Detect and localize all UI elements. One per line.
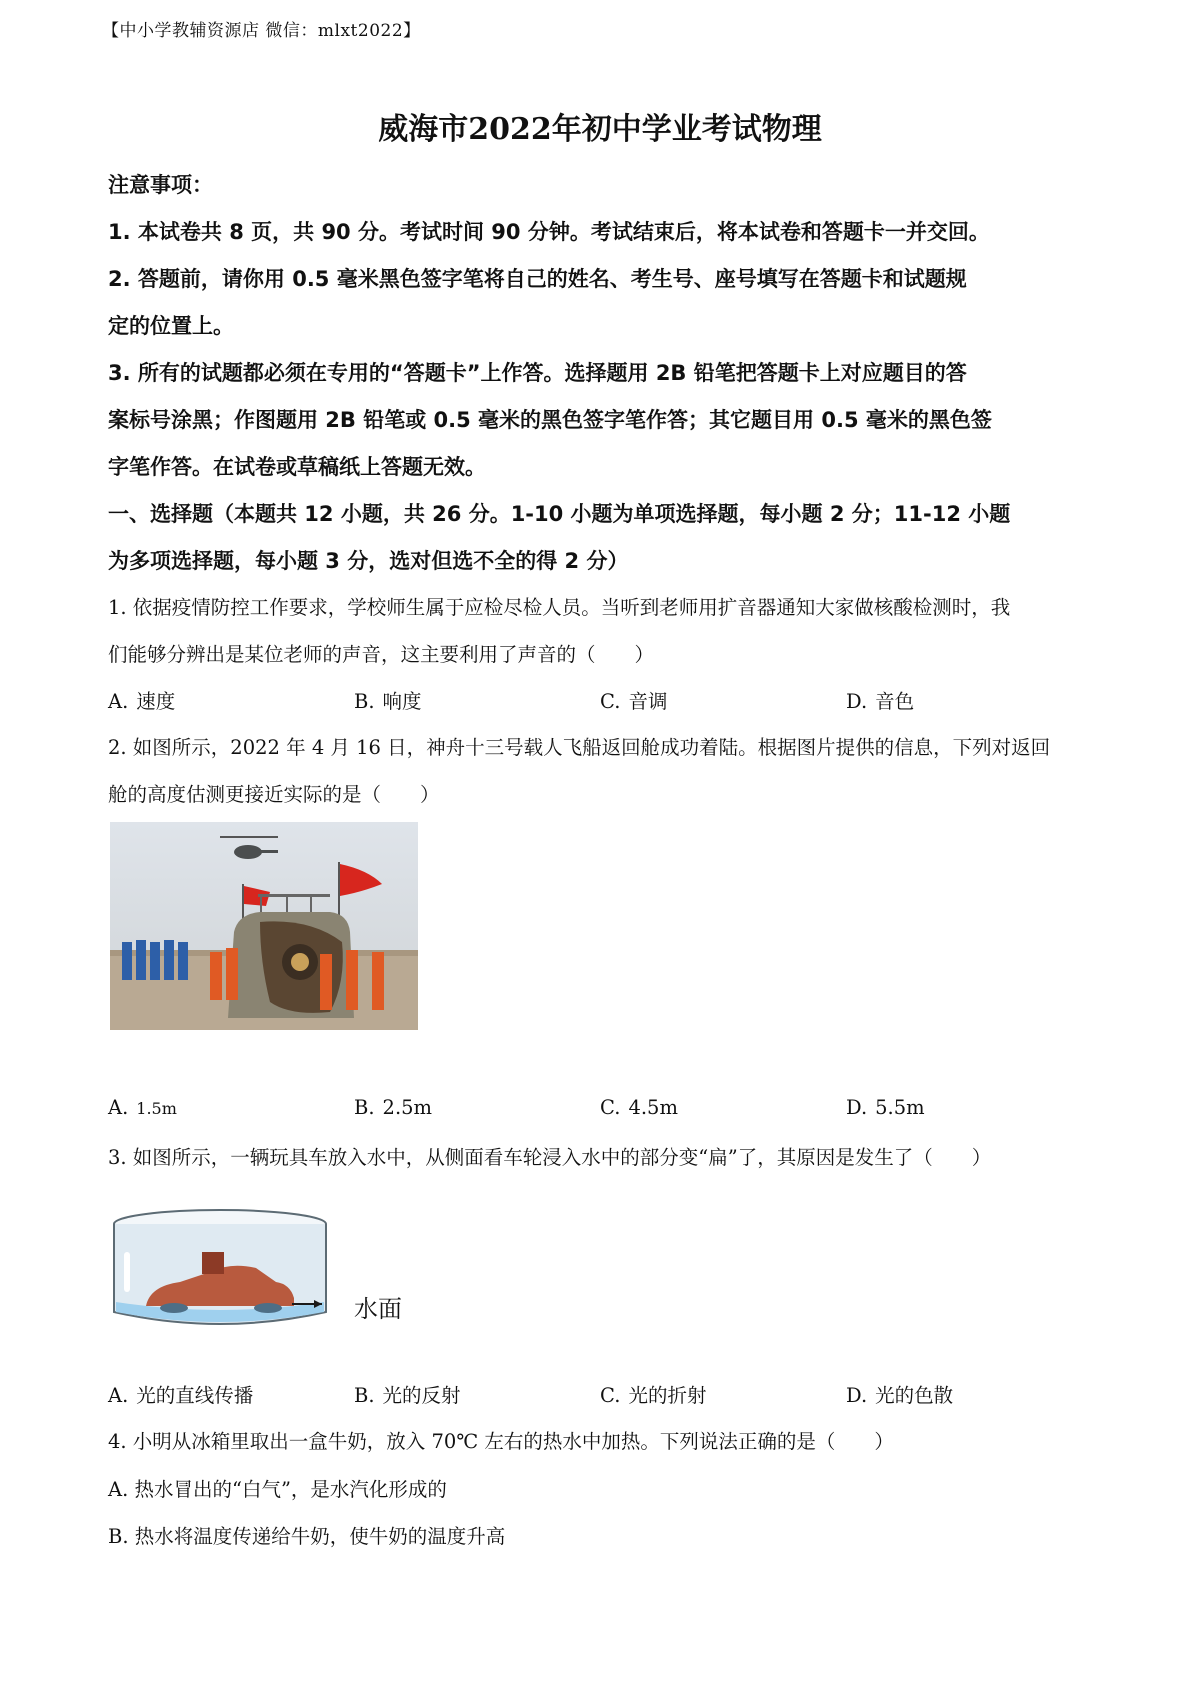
question-3-options xyxy=(108,1380,1108,1412)
instructions-heading: 注意事项： xyxy=(108,173,213,197)
instruction-line: 定的位置上。 xyxy=(108,314,234,338)
instruction-line: 案标号涂黑；作图题用 2B 铅笔或 0.5 毫米的黑色签字笔作答；其它题目用 0.5 毫米的黑色签 xyxy=(108,408,992,432)
instructions xyxy=(108,162,1108,585)
option-a: A. 速度 xyxy=(108,690,176,713)
page-title: 威海市2022年初中学业考试物理 xyxy=(378,112,822,147)
option-c: C. 光的折射 xyxy=(600,1384,707,1407)
question-line: 3. 如图所示，一辆玩具车放入水中，从侧面看车轮浸入水中的部分变“扁”了，其原因是发生了（ ） xyxy=(108,1146,992,1169)
option-b: B. 热水将温度传递给牛奶，使牛奶的温度升高 xyxy=(108,1525,506,1548)
header-note: 【中小学教辅资源店 微信：mlxt2022】 xyxy=(102,21,421,41)
question-2-options xyxy=(108,1096,1108,1128)
option-d: D. 5.5m xyxy=(846,1096,925,1119)
question-line: 4. 小明从冰箱里取出一盒牛奶，放入 70℃ 左右的热水中加热。下列说法正确的是（ ） xyxy=(108,1430,894,1453)
section-heading: 为多项选择题，每小题 3 分，选对但选不全的得 2 分） xyxy=(108,549,629,573)
question-4-stem xyxy=(108,1418,1108,1465)
instruction-line: 3. 所有的试题都必须在专用的“答题卡”上作答。选择题用 2B 铅笔把答题卡上对应题目的答 xyxy=(108,361,967,385)
question-line: 舱的高度估测更接近实际的是（ ） xyxy=(108,783,440,806)
option-b: B. 光的反射 xyxy=(354,1384,461,1407)
question-2-stem xyxy=(108,724,1108,818)
instruction-line: 2. 答题前，请你用 0.5 毫米黑色签字笔将自己的姓名、考生号、座号填写在答题卡和试题规 xyxy=(108,267,967,291)
question-1-stem xyxy=(108,584,1108,678)
instruction-line: 字笔作答。在试卷或草稿纸上答题无效。 xyxy=(108,455,486,479)
option-a: A. 光的直线传播 xyxy=(108,1384,254,1407)
option-c: C. 音调 xyxy=(600,690,668,713)
option-c: C. 4.5m xyxy=(600,1096,678,1119)
option-b: B. 响度 xyxy=(354,690,422,713)
instruction-line: 1. 本试卷共 8 页，共 90 分。考试时间 90 分钟。考试结束后，将本试卷和答题卡一并交回。 xyxy=(108,220,990,244)
question-line: 2. 如图所示，2022 年 4 月 16 日，神舟十三号载人飞船返回舱成功着陆。根据图片提供的信息，下列对返回 xyxy=(108,736,1051,759)
question-4-options xyxy=(108,1466,1108,1560)
option-d: D. 光的色散 xyxy=(846,1384,954,1407)
water-surface-label: 水面 xyxy=(354,1295,402,1323)
option-a: A. 热水冒出的“白气”，是水汽化形成的 xyxy=(108,1478,447,1501)
question-line: 们能够分辨出是某位老师的声音，这主要利用了声音的（ ） xyxy=(108,643,655,666)
option-b: B. 2.5m xyxy=(354,1096,433,1119)
section-heading: 一、选择题（本题共 12 小题，共 26 分。1-10 小题为单项选择题，每小题 2 分；11-12 小题 xyxy=(108,502,1011,526)
question-line: 1. 依据疫情防控工作要求，学校师生属于应检尽检人员。当听到老师用扩音器通知大家做核酸检测时，我 xyxy=(108,596,1011,619)
option-a: A. 1.5m xyxy=(108,1096,177,1119)
question-1-options xyxy=(108,686,1108,718)
question-3-stem xyxy=(108,1134,1108,1181)
option-d: D. 音色 xyxy=(846,690,915,713)
capsule-landing-photo xyxy=(110,822,418,1030)
